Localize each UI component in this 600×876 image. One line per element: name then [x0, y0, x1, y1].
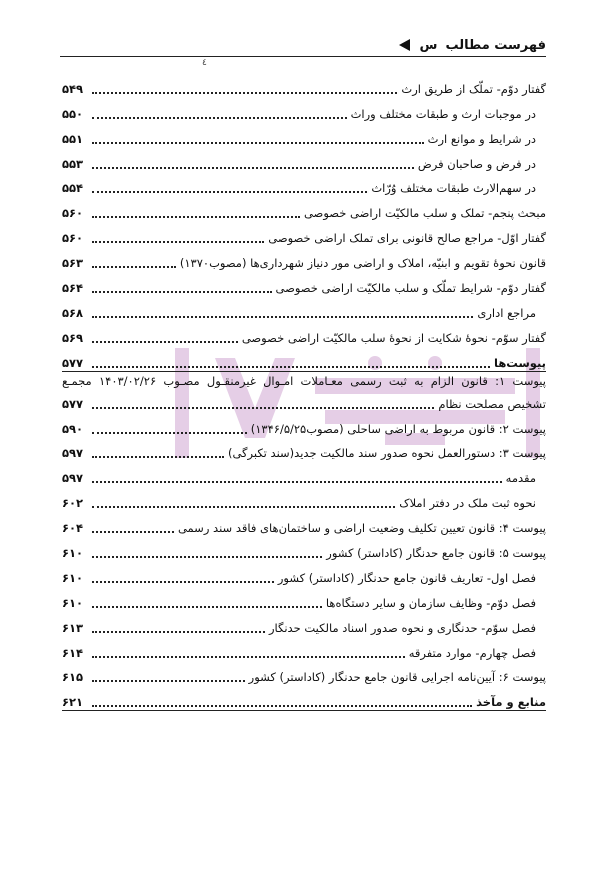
dot-leader — [92, 432, 247, 434]
toc-entry — [62, 685, 546, 711]
toc-entry — [62, 97, 546, 122]
toc-entry-title: در موجبات ارث و طبقات مختلف وراث — [350, 106, 536, 121]
dot-leader — [92, 241, 264, 243]
toc-entry — [62, 221, 546, 246]
table-of-contents — [62, 72, 546, 711]
toc-entry — [62, 511, 546, 536]
toc-entry-page: ۶۰۴ — [62, 521, 84, 536]
triangle-marker-icon — [399, 39, 410, 51]
dot-leader — [92, 341, 238, 343]
running-header — [60, 30, 546, 57]
dot-leader — [92, 191, 367, 193]
dot-leader — [92, 167, 414, 169]
toc-entry-title: قانون نحوۀ تقویم و ابنیّه، املاک و اراضی مور دنیاز شهرداری‌ها (مصوب۱۳۷۰) — [179, 256, 546, 271]
dot-leader — [92, 92, 397, 94]
toc-entry-title: منابع و مآخذ — [476, 695, 546, 710]
dot-leader — [92, 366, 490, 368]
toc-entry-title: پیوست ۴: قانون تعیین تکلیف وضعیت اراضی و ساختمان‌های فاقد سند رسمی — [177, 521, 546, 536]
toc-entry-page: ۵۶۴ — [62, 281, 84, 296]
toc-entry-title: مقدمه — [505, 471, 536, 486]
toc-entry — [62, 437, 546, 462]
dot-leader — [92, 291, 272, 293]
toc-entry-title: گفتار سوّم- نحوۀ شکایت از نحوۀ سلب مالکیّت اراضی خصوصی — [241, 330, 546, 345]
toc-entry-title: در شرایط و موانع ارث — [427, 131, 536, 146]
dot-leader — [92, 407, 434, 409]
dot-leader — [92, 531, 174, 533]
toc-entry-page: ۵۵۰ — [62, 106, 84, 121]
toc-entry-page: ۶۱۰ — [62, 595, 84, 610]
toc-entry-title: گفتار دوّم- تملّک از طریق ارث — [401, 81, 546, 96]
toc-entry-page: ۶۱۴ — [62, 645, 84, 660]
toc-entry-title: مبحث پنجم- تملک و سلب مالکیّت اراضی خصوصی — [303, 206, 546, 221]
toc-entry-title: پیوست ۵: قانون جامع حدنگار (کاداستر) کشور — [326, 546, 546, 561]
toc-entry-title: فصل چهارم- موارد متفرقه — [408, 645, 536, 660]
toc-entry — [62, 321, 546, 346]
toc-entry — [62, 196, 546, 221]
toc-entry-title: در سهم‌الارث طبقات مختلف وُرّاث — [371, 181, 536, 196]
toc-entry-page: ۵۶۸ — [62, 305, 84, 320]
dot-leader — [92, 705, 472, 707]
toc-entry — [62, 246, 546, 271]
toc-entry — [62, 172, 546, 197]
toc-entry — [62, 296, 546, 321]
toc-entry — [62, 271, 546, 296]
toc-entry — [62, 122, 546, 147]
dot-leader — [92, 266, 176, 268]
toc-entry — [62, 561, 546, 586]
toc-entry-page: ۵۷۷ — [62, 355, 84, 370]
toc-entry-page: ۵۹۷ — [62, 471, 84, 486]
dot-leader — [92, 142, 424, 144]
dot-leader — [92, 216, 300, 218]
header-title: فهرست مطالب — [445, 38, 546, 53]
toc-entry-title: پیوست ۳: دستورالعمل نحوه صدور سند مالکیت جدید(سند تکبرگی) — [227, 446, 546, 461]
toc-entry-page: ۵۵۳ — [62, 156, 84, 171]
toc-entry-page: ۵۵۴ — [62, 181, 84, 196]
header-page-number: س — [419, 38, 438, 53]
toc-entry-page: ۵۷۷ — [62, 396, 84, 411]
toc-entry-page: ۶۱۵ — [62, 670, 84, 685]
toc-entry-page: ۶۱۰ — [62, 546, 84, 561]
toc-entry-page: ۵۶۹ — [62, 330, 84, 345]
toc-entry-title-line2: تشخیص مصلحت نظام — [438, 396, 546, 411]
toc-entry — [62, 412, 546, 437]
toc-entry-page: ۵۵۱ — [62, 131, 84, 146]
dot-leader — [92, 456, 224, 458]
toc-entry — [62, 461, 546, 486]
toc-entry-title: در فرض و صاحبان فرض — [417, 156, 536, 171]
toc-entry-title: پیوست‌ها — [494, 355, 546, 370]
toc-entry-title: پیوست ۶: آیین‌نامه اجرایی قانون جامع حدنگار (کاداستر) کشور — [248, 670, 546, 685]
dot-leader — [92, 581, 274, 583]
top-small-mark: ٤ — [202, 58, 207, 68]
toc-entry — [62, 636, 546, 661]
toc-entry-title: فصل سوّم- حدنگاری و نحوه صدور اسناد مالکیت حدنگار — [268, 620, 536, 635]
toc-entry-page: ۵۶۰ — [62, 231, 84, 246]
toc-entry-title: گفتار اوّل- مراجع صالح قانونی برای تملک اراضی خصوصی — [268, 231, 546, 246]
toc-entry-page: ۵۶۳ — [62, 256, 84, 271]
toc-entry — [62, 346, 546, 372]
toc-entry — [62, 536, 546, 561]
toc-entry — [62, 147, 546, 172]
toc-entry — [62, 611, 546, 636]
toc-entry-page: ۶۲۱ — [62, 695, 84, 710]
toc-entry-page: ۶۱۰ — [62, 570, 84, 585]
dot-leader — [92, 606, 322, 608]
toc-entry — [62, 486, 546, 511]
dot-leader — [92, 556, 322, 558]
toc-entry — [62, 372, 546, 412]
dot-leader — [92, 481, 502, 483]
toc-entry-page: ۵۹۷ — [62, 446, 84, 461]
toc-entry-title: فصل دوّم- وظایف سازمان و سایر دستگاه‌ها — [325, 595, 536, 610]
dot-leader — [92, 117, 347, 119]
toc-entry-page: ۵۴۹ — [62, 81, 84, 96]
toc-entry — [62, 72, 546, 97]
toc-entry-title: گفتار دوّم- شرایط تملّک و سلب مالکیّت اراضی خصوصی — [275, 281, 546, 296]
toc-entry-title: مراجع اداری — [477, 305, 536, 320]
dot-leader — [92, 656, 405, 658]
dot-leader — [92, 680, 245, 682]
toc-entry-title: فصل اول- تعاریف قانون جامع حدنگار (کاداستر) کشور — [277, 570, 536, 585]
dot-leader — [92, 316, 473, 318]
toc-entry-title: نحوه ثبت ملک در دفتر املاک — [399, 496, 536, 511]
dot-leader — [92, 506, 395, 508]
toc-entry-title-line1: پیوست ۱: قانون الزام به ثبت رسمی معـاملات امـوال غیرمنقـول مصـوب ۱۴۰۳/۰۲/۲۶ مجمـع — [62, 373, 546, 388]
dot-leader — [92, 631, 265, 633]
toc-entry-page: ۵۶۰ — [62, 206, 84, 221]
toc-entry-page: ۶۰۲ — [62, 496, 84, 511]
toc-entry-page: ۶۱۳ — [62, 620, 84, 635]
toc-entry-title: پیوست ۲: قانون مربوط به اراضی ساحلی (مصوب۱۳۴۶/۵/۲۵) — [250, 421, 546, 436]
toc-entry — [62, 661, 546, 686]
toc-entry-page: ۵۹۰ — [62, 421, 84, 436]
toc-entry — [62, 586, 546, 611]
